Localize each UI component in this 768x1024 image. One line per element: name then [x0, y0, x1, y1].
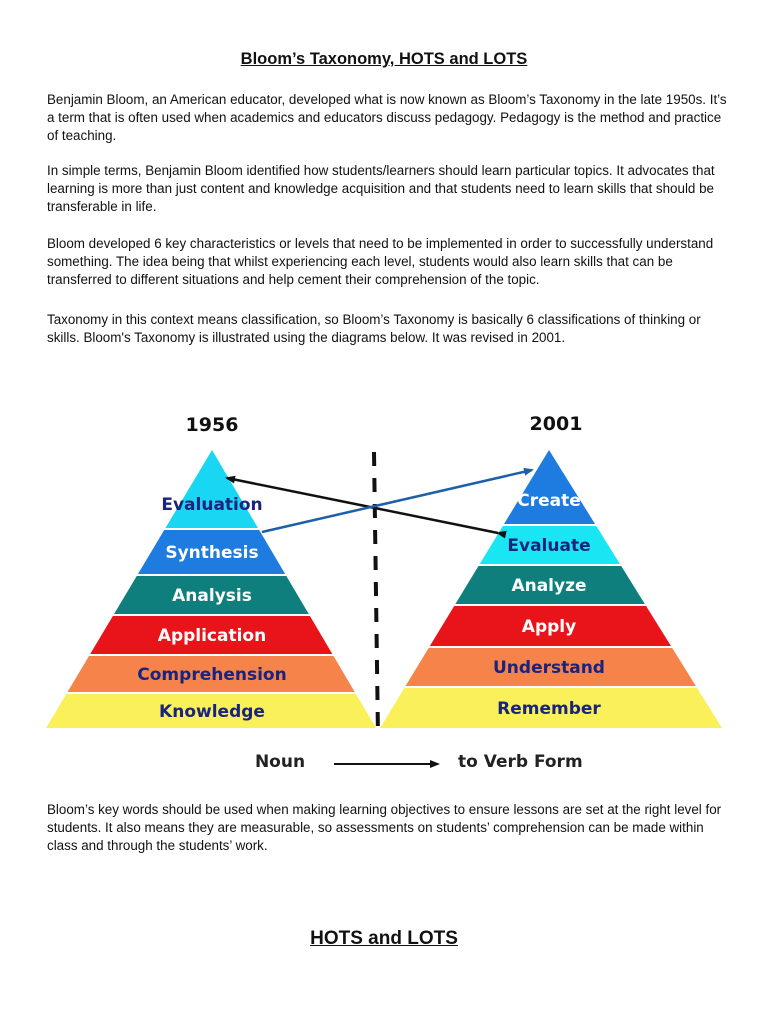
- level-analysis: Analysis: [172, 586, 252, 606]
- level-evaluate: Evaluate: [507, 536, 591, 556]
- pyramid-1956: [46, 450, 376, 728]
- synthesis-to-create-arrow: [262, 470, 532, 532]
- taxonomy-definition-paragraph: Taxonomy in this context means classification, so Bloom’s Taxonomy is basically 6 classifications of thinking or skills. Bloom's Taxonomy is illustrated using the diagrams below. It was revised in 2001.: [47, 312, 701, 345]
- level-application: Application: [157, 626, 267, 646]
- verb-form-label: to Verb Form: [458, 752, 583, 772]
- intro-paragraph: Benjamin Bloom, an American educator, developed what is now known as Bloom’s Taxonomy in the late 1950s. It’s a term that is often used when academics and educators discuss pedagogy. Pedagogy is the method and practice of teaching.: [47, 92, 727, 143]
- level-analyze: Analyze: [511, 576, 587, 596]
- level-understand: Understand: [493, 658, 605, 678]
- level-knowledge: Knowledge: [159, 702, 265, 722]
- level-remember: Remember: [497, 699, 601, 719]
- noun-label: Noun: [254, 752, 306, 772]
- levels-paragraph: Bloom developed 6 key characteristics or levels that need to be implemented in order to successfully understand something. The idea being that whilst experiencing each level, students would also learn skills that can be transferred to different situations and help cement their comprehension of the topic.: [47, 236, 714, 287]
- level-apply: Apply: [521, 617, 577, 637]
- level-synthesis: Synthesis: [165, 543, 259, 563]
- band-create: [504, 450, 595, 524]
- simple-terms-paragraph: In simple terms, Benjamin Bloom identified how students/learners should learn particular topics. It advocates that learning is more than just content and knowledge acquisition and that students need to learn skills that should be transferable in life.: [47, 163, 715, 214]
- level-create: Create: [517, 491, 581, 511]
- year-2001-label: 2001: [529, 413, 583, 435]
- dashed-divider: [374, 452, 378, 736]
- key-words-paragraph: Bloom’s key words should be used when making learning objectives to ensure lessons are set at the right level for students. It also means they are measurable, so assessments on students’ comprehension can be made within class and through the students’ work.: [47, 802, 722, 853]
- blooms-taxonomy-diagram: [0, 400, 768, 790]
- level-evaluation: Evaluation: [161, 495, 263, 515]
- hots-lots-heading: HOTS and LOTS: [310, 928, 458, 949]
- band-evaluation: [165, 450, 258, 528]
- pyramid-2001: [380, 450, 722, 728]
- level-comprehension: Comprehension: [137, 665, 287, 685]
- year-1956-label: 1956: [185, 414, 239, 436]
- page-title: Bloom’s Taxonomy, HOTS and LOTS: [240, 50, 528, 68]
